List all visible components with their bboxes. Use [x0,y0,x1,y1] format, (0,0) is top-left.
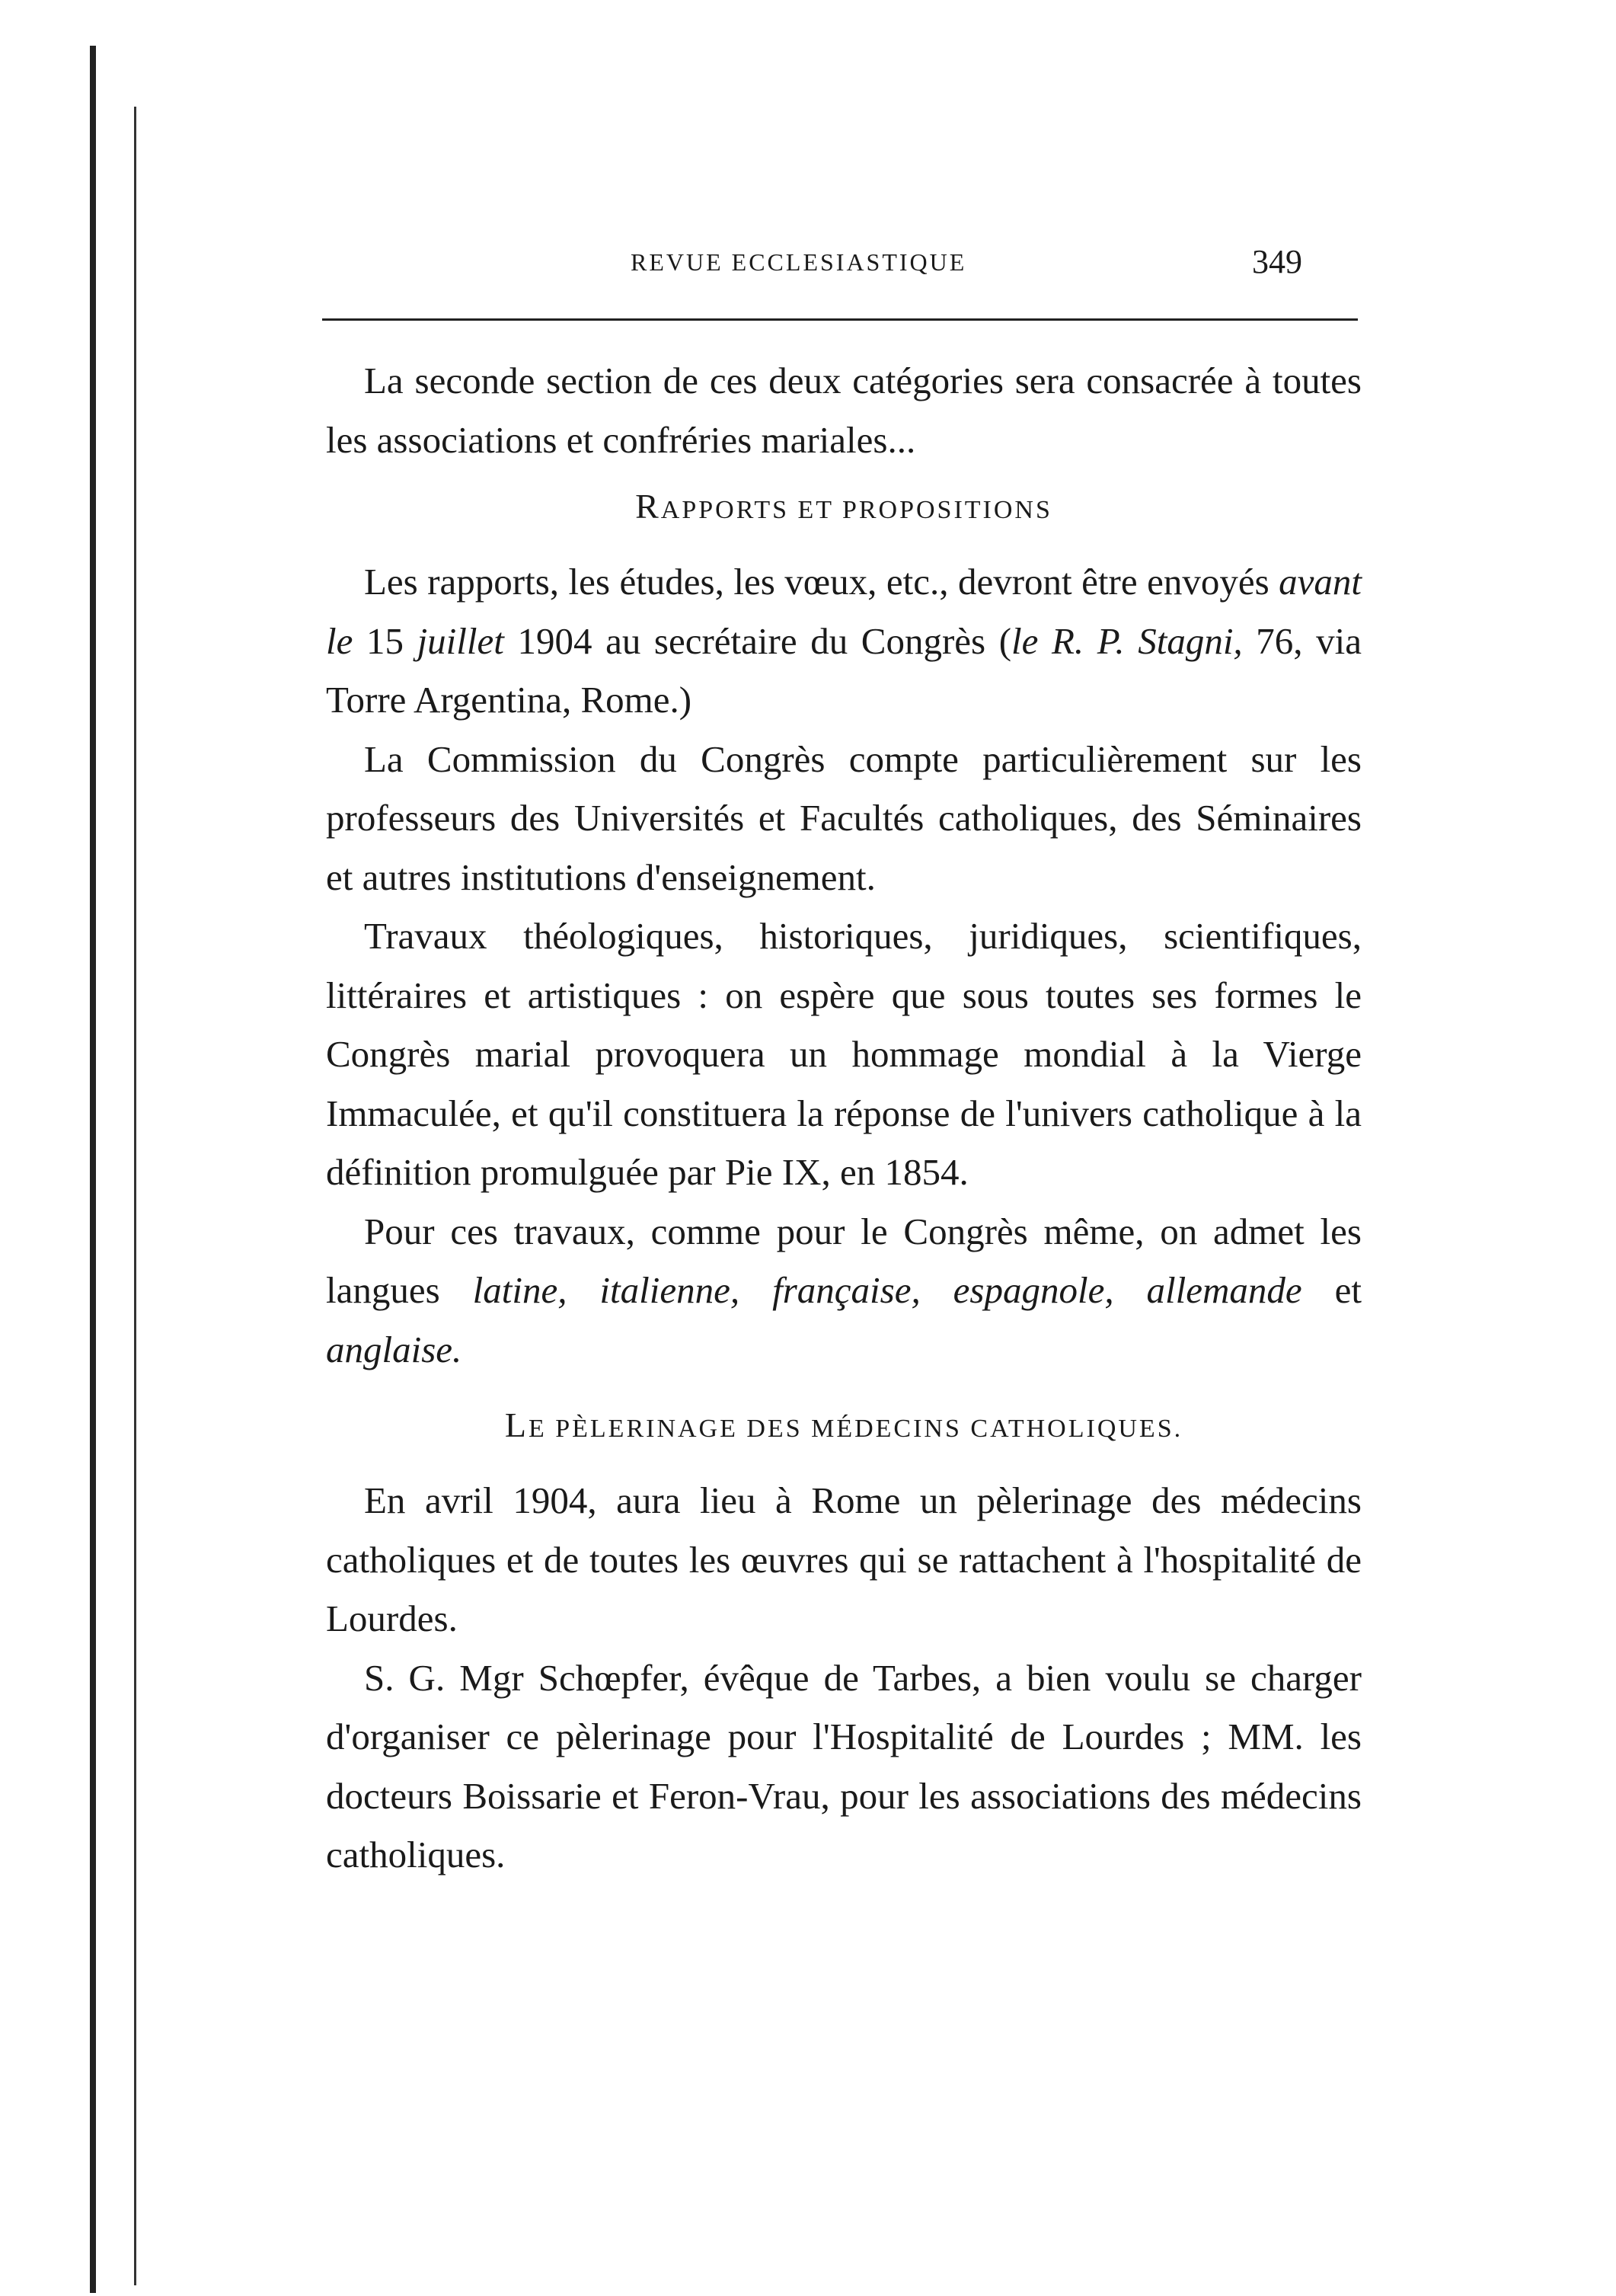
binding-edge-line [134,107,136,2285]
heading-initial: L [504,1405,529,1444]
running-title: REVUE ECCLESIASTIQUE [631,248,967,276]
italic-run: juillet [417,619,504,662]
italic-run: le R. P. Stagni, [1011,619,1243,662]
italic-run: latine, italienne, française, espagnole, allemande [472,1269,1302,1311]
page-number: 349 [1252,243,1302,280]
text-run: Pour ces travaux, comme pour le Congrès même, on admet les langues [326,1210,1362,1311]
heading-initial: R [635,487,661,526]
running-head [326,242,1362,288]
heading-text: APPORTS ET PROPOSITIONS [660,496,1052,524]
heading-text: E PÈLERINAGE DES MÉDECINS CATHOLIQUES. [528,1415,1183,1443]
paragraph: La Commission du Congrès compte particulièrement sur les professeurs des Universités et Facultés catholiques, des Séminaires et autres institutions d'enseignement. [326,737,1362,898]
italic-run: avant le [326,561,1362,662]
section-heading-pelerinage [326,1399,1362,1456]
paragraph [326,552,1362,730]
paragraph: En avril 1904, aura lieu à Rome un pèlerinage des médecins catholiques et de toutes les œuvres qui se rattachent à l'hospitalité de Lourdes. [326,1479,1362,1639]
text-run: 76, via Torre Argentina, Rome.) [326,619,1362,721]
page-body [326,351,1362,1885]
paragraph: Travaux théologiques, historiques, juridiques, scientifiques, littéraires et artistiques : on espère que sous toutes ses formes le Congrès marial provoquera un hommage mondial à la Vierge Immaculée, et qu'il constituera la réponse de l'univers catholique à la définition promulguée par Pie IX, en 1854. [326,915,1362,1193]
text-run: 15 [353,619,417,662]
section-heading-rapports [326,480,1362,537]
paragraph: S. G. Mgr Schœpfer, évêque de Tarbes, a bien voulu se charger d'organiser ce pèlerinage pour l'Hospitalité de Lourdes ; MM. les docteurs Boissarie et Feron-Vrau, pour les associations des médecins catholiques. [326,1656,1362,1875]
page [326,242,1362,1885]
text-run: Les rapports, les études, les vœux, etc., devront être envoyés [364,561,1279,603]
italic-run: anglaise. [326,1328,462,1370]
text-run: 1904 au secrétaire du Congrès ( [503,619,1012,662]
paragraph [326,1202,1362,1380]
text-run: et [1301,1269,1362,1311]
paragraph: La seconde section de ces deux catégories sera consacrée à toutes les associations et confréries mariales... [326,360,1362,461]
header-rule [322,318,1358,321]
binding-edge [90,46,96,2293]
